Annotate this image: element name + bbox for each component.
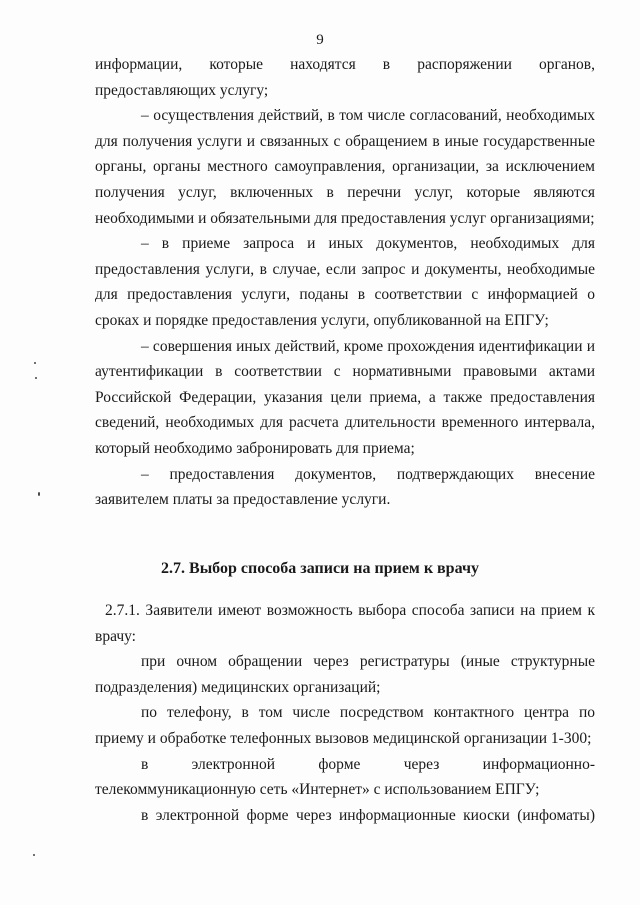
section-2-7-text-block (95, 598, 595, 828)
section-heading-2-7: 2.7. Выбор способа записи на прием к врачу (161, 560, 479, 577)
paragraph-payment-documents: – предоставления документов, подтверждающих внесение заявителем платы за предоставление услуги. (95, 465, 595, 509)
list-item-in-person: при очном обращении через регистратуры (иные структурные подразделения) медицинских организаций; (95, 653, 595, 696)
list-item-epgu: в электронной форме через информационно-телекоммуникационную сеть «Интернет» с использованием ЕПГУ; (95, 755, 595, 799)
paragraph-actions-approvals: – осуществления действий, в том числе согласований, необходимых для получения услуги и связанных с обращением в иные государственные органы, органы местного самоуправления, организации, за исключением получения услуг, включенных в перечни услуг, которые являются необходимыми и обязательными для предоставления услуг организациями; (95, 107, 595, 227)
scan-speck (34, 362, 36, 364)
paragraph-2-7-1: 2.7.1. Заявители имеют возможность выбора способа записи на прием к врачу: (95, 602, 595, 645)
scan-speck (35, 377, 37, 379)
scan-speck (38, 492, 40, 496)
paragraph-other-actions: – совершения иных действий, кроме прохождения идентификации и аутентификации в соответствии с нормативными правовыми актами Российской Федерации, указания цели приема, а также предоставления сведений, необходимых для расчета длительности временного интервала, который необходимо забронировать для приема; (95, 337, 595, 457)
top-text-block (95, 52, 595, 513)
paragraph-request-acceptance: – в приеме запроса и иных документов, необходимых для предоставления услуги, в случае, если запрос и документы, необходимые для предоставления услуги, поданы в соответствии с информацией о сроках и порядке предоставления услуги, опубликованной на ЕПГУ; (95, 235, 595, 329)
list-item-phone: по телефону, в том числе посредством контактного центра по приему и обработке телефонных вызовов медицинской организации 1-300; (95, 704, 595, 747)
scan-speck (33, 854, 35, 856)
list-item-kiosks: в электронной форме через информационные киоски (инфоматы) (141, 806, 595, 824)
paragraph-information-continued: информации, которые находятся в распоряжении органов, предоставляющих услугу; (95, 56, 595, 99)
page-number: 9 (316, 32, 324, 48)
